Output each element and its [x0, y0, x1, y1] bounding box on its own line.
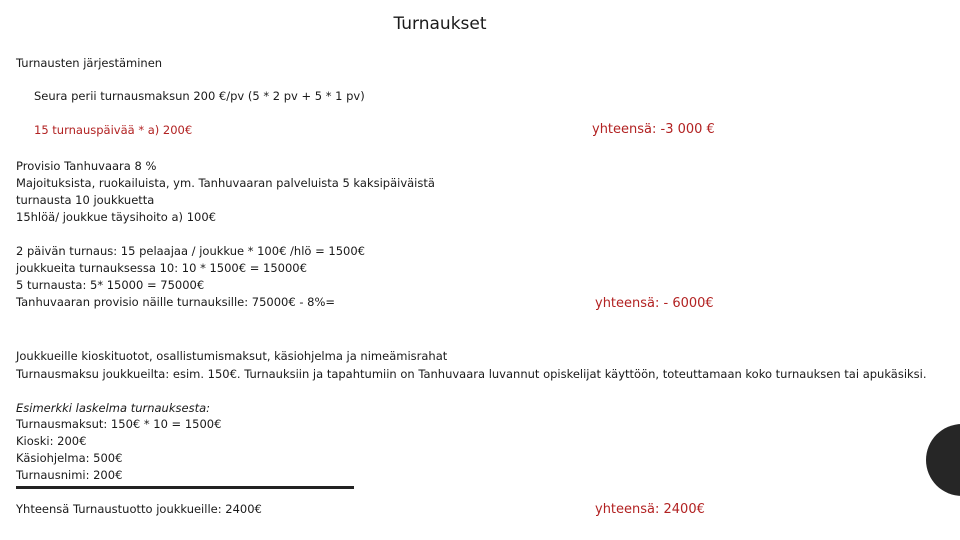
accommodation-line: Majoituksista, ruokailuista, ym. Tanhuvaaran palveluista 5 kaksipäiväistä [16, 176, 435, 190]
provision-calc-line: Tanhuvaaran provisio näille turnauksille: 75000€ - 8%= [16, 295, 336, 309]
page-title: Turnaukset [393, 14, 487, 34]
total-income-label: Yhteensä Turnaustuotto joukkueille: 2400€ [16, 502, 262, 516]
example-line: Käsiohjelma: 500€ [16, 451, 123, 465]
section-heading-organizing: Turnausten järjestäminen [16, 56, 163, 70]
example-line: Turnausmaksut: 150€ * 10 = 1500€ [16, 417, 222, 431]
calc-line: 5 turnausta: 5* 15000 = 75000€ [16, 278, 205, 292]
provision-total-value: yhteensä: - 6000€ [595, 296, 714, 311]
total-income-value: yhteensä: 2400€ [595, 502, 705, 517]
calc-line: 2 päivän turnaus: 15 pelaajaa / joukkue * 100€ /hlö = 1500€ [16, 244, 365, 258]
decorative-circle [926, 424, 960, 496]
tournament-count-line: turnausta 10 joukkuetta [16, 193, 155, 207]
example-heading: Esimerkki laskelma turnauksesta: [16, 401, 210, 415]
full-board-line: 15hlöä/ joukkue täysihoito a) 100€ [16, 210, 216, 224]
divider-line [16, 486, 354, 489]
example-line: Kioski: 200€ [16, 434, 87, 448]
team-income-line: Joukkueille kioskituotot, osallistumismaksut, käsiohjelma ja nimeämisrahat [16, 349, 448, 363]
calc-line: joukkueita turnauksessa 10: 10 * 1500€ = 15000€ [16, 261, 307, 275]
fee-text: Seura perii turnausmaksun 200 €/pv (5 * 2 pv + 5 * 1 pv) [34, 89, 365, 103]
total-fee-value: yhteensä: -3 000 € [592, 122, 715, 137]
tournament-days-text: 15 turnauspäivää * a) 200€ [34, 123, 193, 137]
example-line: Turnausnimi: 200€ [16, 468, 123, 482]
provision-line: Provisio Tanhuvaara 8 % [16, 159, 157, 173]
team-fee-line: Turnausmaksu joukkueilta: esim. 150€. Turnauksiin ja tapahtumiin on Tanhuvaara luvannut opiskelijat käyttöön, toteuttamaan koko turnauksen tai apukäsiksi. [16, 367, 927, 381]
